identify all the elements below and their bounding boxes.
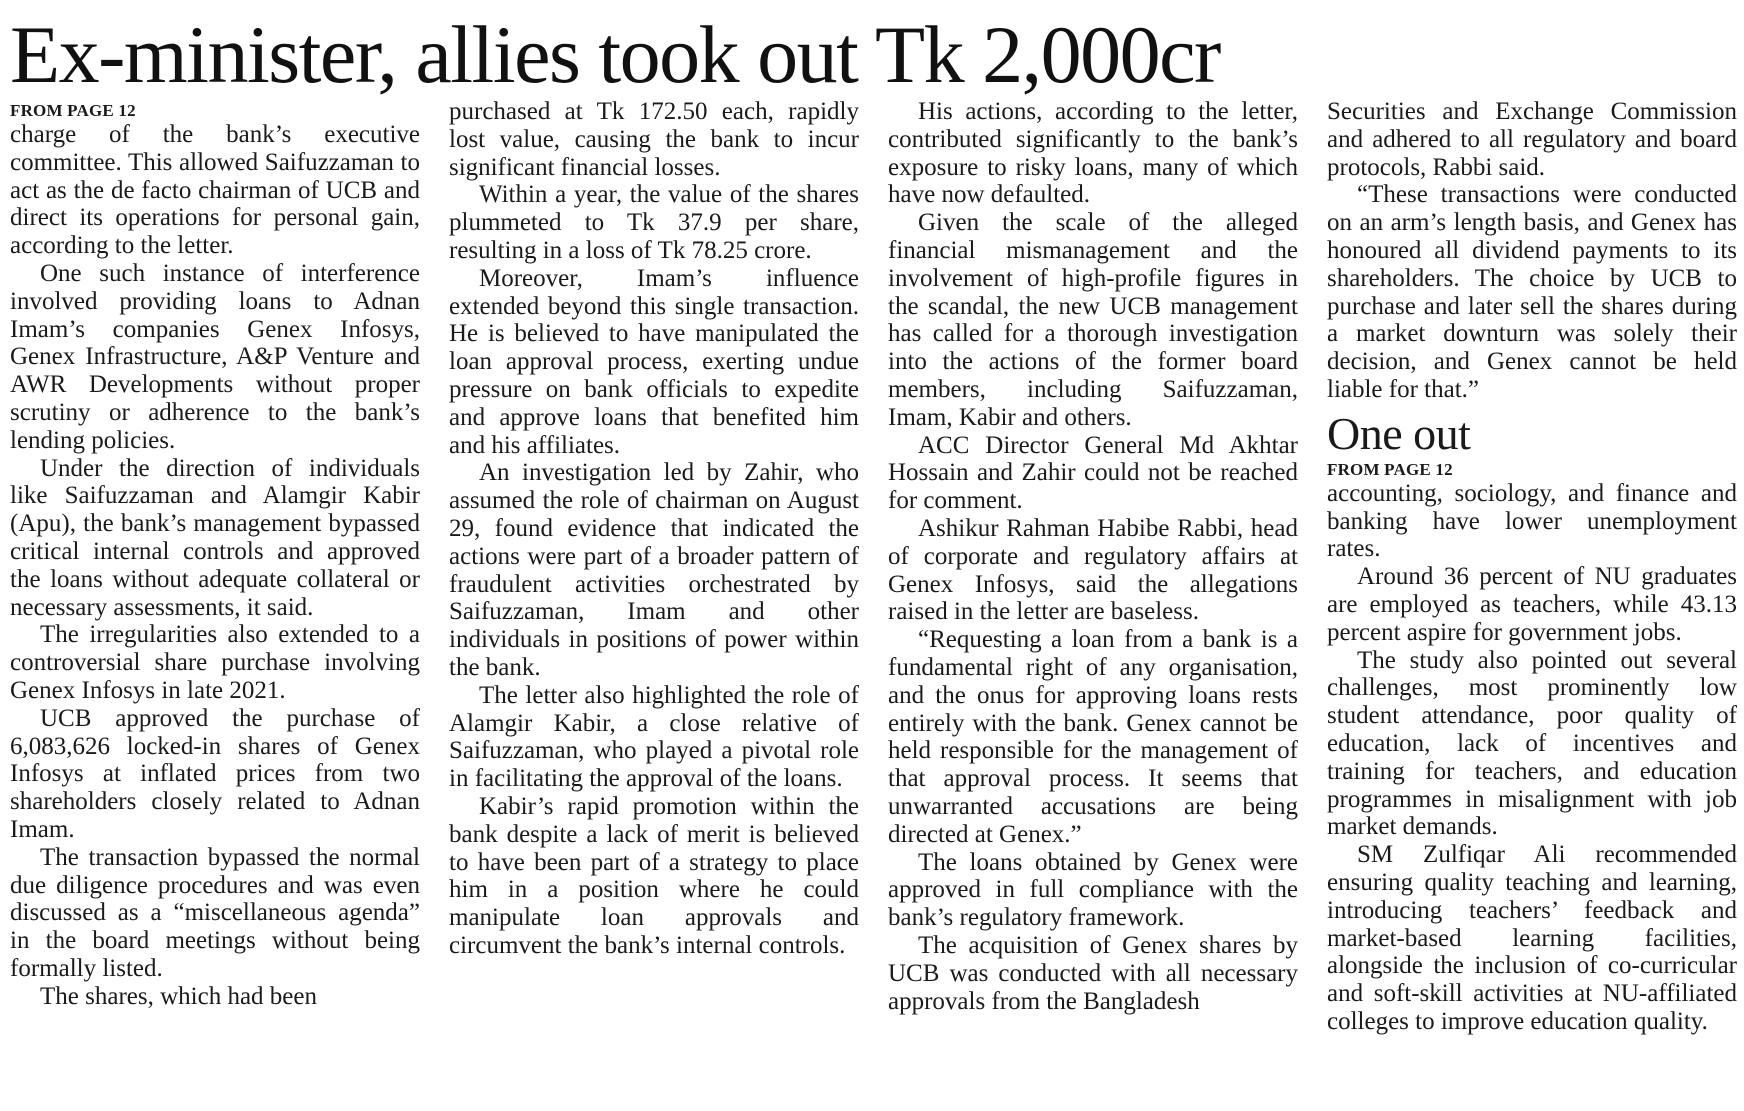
paragraph: accounting, sociology, and finance and banking have lower unemployment rates. — [1327, 479, 1737, 563]
paragraph: The irregularities also extended to a controversial share purchase involving Genex Infosys in late 2021. — [10, 621, 420, 704]
paragraph: The study also pointed out several challenges, most prominently low student attendance, poor quality of education, lack of incentives and training for teachers, and education programmes in misalignment with job market demands. — [1327, 646, 1737, 841]
paragraph: UCB approved the purchase of 6,083,626 locked-in shares of Genex Infosys at inflated prices from two shareholders closely related to Adnan Imam. — [10, 704, 420, 843]
paragraph: The letter also highlighted the role of Alamgir Kabir, a close relative of Saifuzzaman, who played a pivotal role in facilitating the approval of the loans. — [449, 681, 859, 793]
paragraph: Around 36 percent of NU graduates are employed as teachers, while 43.13 percent aspire for government jobs. — [1327, 563, 1737, 646]
paragraph: An investigation led by Zahir, who assumed the role of chairman on August 29, found evidence that indicated the actions were part of a broader pattern of fraudulent activities orchestrated by Saifuzzaman, Imam and other individuals in positions of power within the bank. — [449, 459, 859, 681]
paragraph: Moreover, Imam’s influence extended beyond this single transaction. He is believed to have manipulated the loan approval process, exerting undue pressure on bank officials to expedite and approve loans that benefited him and his affiliates. — [449, 264, 859, 459]
paragraph: Within a year, the value of the shares plummeted to Tk 37.9 per share, resulting in a loss of Tk 78.25 crore. — [449, 181, 859, 264]
jump-label: FROM PAGE 12 — [1327, 459, 1453, 479]
article-headline: Ex-minister, allies took out Tk 2,000cr — [10, 9, 1220, 100]
paragraph: “These transactions were conducted on an arm’s length basis, and Genex has honoured all dividend payments to its shareholders. The choice by UCB to purchase and later sell the shares during a market downturn was solely their decision, and Genex cannot be held liable for that.” — [1327, 181, 1737, 403]
second-article-headline: One out — [1327, 407, 1471, 459]
paragraph: Kabir’s rapid promotion within the bank despite a lack of merit is believed to have been part of a strategy to place him in a position where he could manipulate loan approvals and circumvent the bank’s internal controls. — [449, 792, 859, 959]
article-column-1 — [10, 98, 420, 1108]
paragraph: purchased at Tk 172.50 each, rapidly lost value, causing the bank to incur significant financial losses. — [449, 98, 859, 181]
paragraph: The loans obtained by Genex were approved in full compliance with the bank’s regulatory framework. — [888, 848, 1298, 932]
paragraph: Securities and Exchange Commission and adhered to all regulatory and board protocols, Rabbi said. — [1327, 98, 1737, 181]
paragraph: Given the scale of the alleged financial mismanagement and the involvement of high-profile figures in the scandal, the new UCB management has called for a thorough investigation into the actions of the former board members, including Saifuzzaman, Imam, Kabir and others. — [888, 209, 1298, 431]
paragraph: The transaction bypassed the normal due diligence procedures and was even discussed as a “miscellaneous agenda” in the board meetings without being formally listed. — [10, 843, 420, 982]
paragraph: The shares, which had been — [40, 982, 317, 1010]
paragraph: The acquisition of Genex shares by UCB was conducted with all necessary approvals from the Bangladesh — [888, 931, 1298, 1015]
paragraph: Ashikur Rahman Habibe Rabbi, head of corporate and regulatory affairs at Genex Infosys, said the allegations raised in the letter are baseless. — [888, 514, 1298, 626]
paragraph: Under the direction of individuals like Saifuzzaman and Alamgir Kabir (Apu), the bank’s management bypassed critical internal controls and approved the loans without adequate collateral or necessary assessments, it said. — [10, 454, 420, 621]
paragraph: His actions, according to the letter, contributed significantly to the bank’s exposure to risky loans, many of which have now defaulted. — [888, 98, 1298, 209]
article-column-3 — [888, 98, 1298, 1108]
paragraph: ACC Director General Md Akhtar Hossain and Zahir could not be reached for comment. — [888, 431, 1298, 515]
jump-label: FROM PAGE 12 — [10, 101, 136, 120]
article-column-2 — [449, 98, 859, 1108]
paragraph: One such instance of interference involved providing loans to Adnan Imam’s companies Genex Infosys, Genex Infrastructure, A&P Venture and AWR Developments without proper scrutiny or adherence to the bank’s lending policies. — [10, 259, 420, 454]
paragraph: “Requesting a loan from a bank is a fundamental right of any organisation, and the onus for approving loans rests entirely with the bank. Genex cannot be held responsible for the management of that approval process. It seems that unwarranted accusations are being directed at Genex.” — [888, 626, 1298, 848]
paragraph: SM Zulfiqar Ali recommended ensuring quality teaching and learning, introducing teachers’ feedback and market-based learning facilities, alongside the inclusion of co-curricular and soft-skill activities at NU-affiliated colleges to improve education quality. — [1327, 841, 1737, 1035]
article-column-4 — [1327, 98, 1737, 1108]
paragraph: charge of the bank’s executive committee. This allowed Saifuzzaman to act as the de facto chairman of UCB and direct its operations for personal gain, according to the letter. — [10, 121, 420, 260]
